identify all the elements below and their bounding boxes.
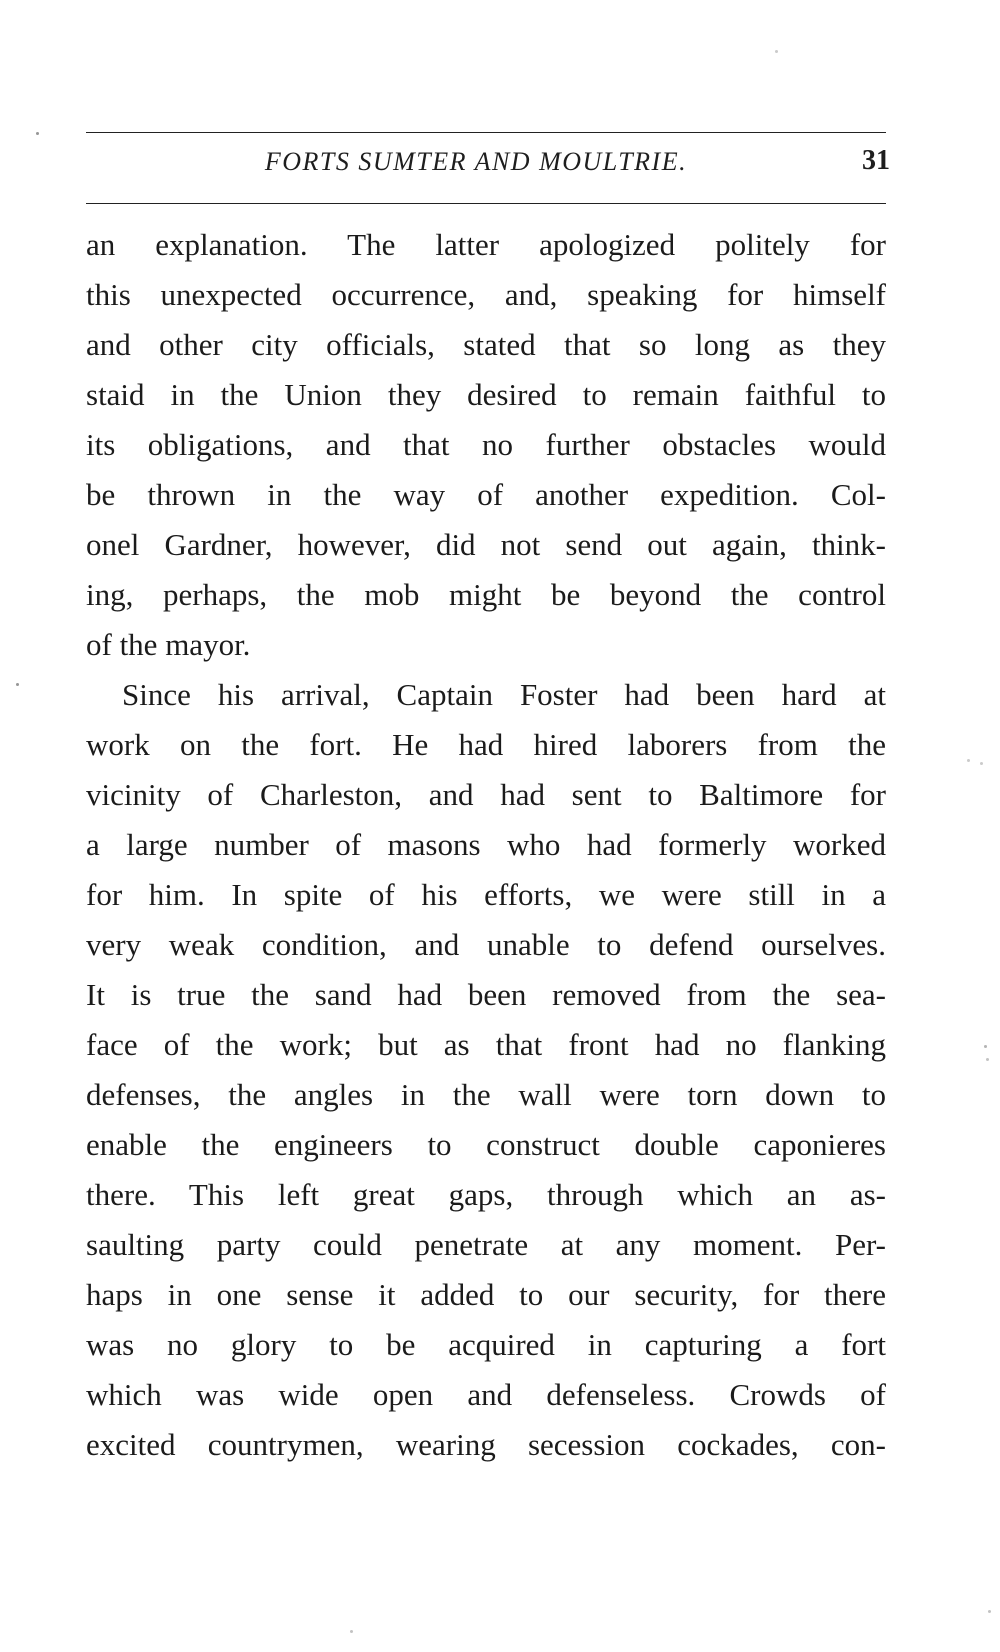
running-title: FORTS SUMTER AND MOULTRIE.: [264, 147, 688, 176]
text-line: be thrown in the way of another expedition. Col-: [86, 477, 886, 512]
text-line: It is true the sand had been removed from the sea-: [86, 977, 886, 1012]
paragraph-1: [86, 220, 886, 670]
text-line: work on the fort. He had hired laborers from the: [86, 727, 886, 762]
header-rule-bottom: [86, 203, 886, 204]
text-line: saulting party could penetrate at any moment. Per-: [86, 1227, 886, 1262]
scan-speck: [775, 50, 778, 53]
scan-speck: [986, 1058, 989, 1061]
paragraph-2: [86, 670, 886, 1470]
page-number: 31: [862, 145, 890, 176]
scan-speck: [36, 132, 39, 135]
text-line: of the mayor.: [86, 627, 251, 662]
text-line: was no glory to be acquired in capturing a fort: [86, 1327, 886, 1362]
text-line: vicinity of Charleston, and had sent to Baltimore for: [86, 777, 886, 812]
text-line: an explanation. The latter apologized politely for: [86, 227, 886, 262]
text-line: enable the engineers to construct double caponieres: [86, 1127, 886, 1162]
text-line: for him. In spite of his efforts, we were still in a: [86, 877, 886, 912]
scan-speck: [350, 1630, 353, 1633]
text-line: face of the work; but as that front had no flanking: [86, 1027, 886, 1062]
text-line: there. This left great gaps, through which an as-: [86, 1177, 886, 1212]
text-line: very weak condition, and unable to defend ourselves.: [86, 927, 886, 962]
scan-speck: [967, 759, 970, 762]
text-line: staid in the Union they desired to remain faithful to: [86, 377, 886, 412]
scan-speck: [984, 1045, 987, 1048]
body-text: [86, 220, 886, 1470]
text-line: excited countrymen, wearing secession cockades, con-: [86, 1427, 886, 1462]
header-rule-top: [86, 132, 886, 133]
text-line: onel Gardner, however, did not send out again, think-: [86, 527, 886, 562]
text-line: this unexpected occurrence, and, speaking for himself: [86, 277, 886, 312]
text-line: haps in one sense it added to our security, for there: [86, 1277, 886, 1312]
text-line: Since his arrival, Captain Foster had been hard at: [122, 677, 886, 712]
scan-speck: [16, 683, 19, 686]
text-line: which was wide open and defenseless. Crowds of: [86, 1377, 886, 1412]
scan-speck: [980, 762, 983, 765]
text-line: its obligations, and that no further obstacles would: [86, 427, 886, 462]
scan-speck: [988, 1610, 991, 1613]
text-line: ing, perhaps, the mob might be beyond the control: [86, 577, 886, 612]
text-line: and other city officials, stated that so long as they: [86, 327, 886, 362]
text-line: a large number of masons who had formerly worked: [86, 827, 886, 862]
text-line: defenses, the angles in the wall were torn down to: [86, 1077, 886, 1112]
